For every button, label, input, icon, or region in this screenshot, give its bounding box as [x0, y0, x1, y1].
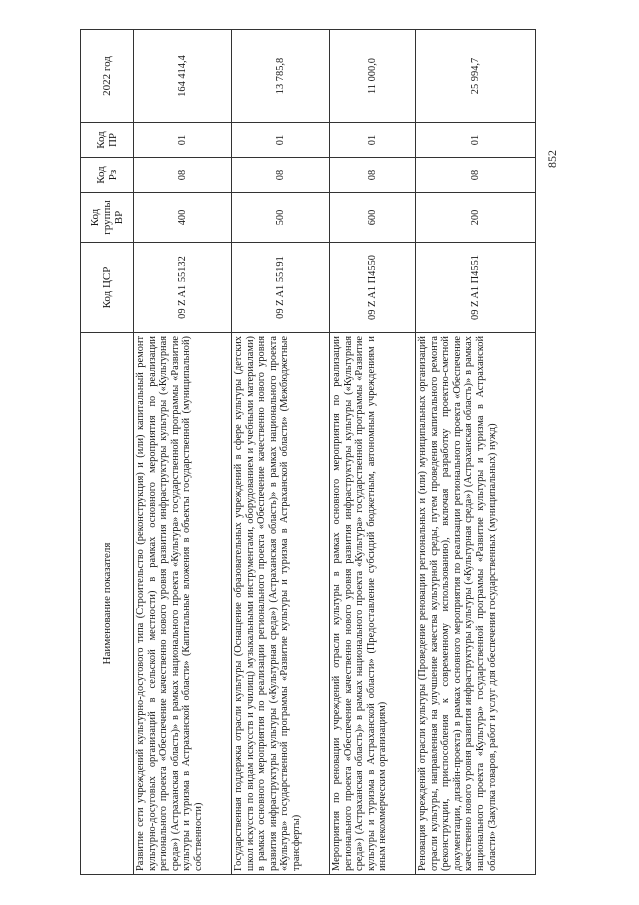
row-csr: 09 Z A1 55191 — [232, 243, 330, 333]
page-number: 852 — [545, 150, 559, 168]
table-row — [330, 30, 416, 875]
row-csr: 09 Z A1 П4550 — [330, 243, 416, 333]
row-rz: 08 — [416, 158, 536, 193]
table-row — [416, 30, 536, 875]
row-name: Мероприятия по реновации учреждений отрасли культуры в рамках основного мероприятия по реализации регионального проекта «Обеспечение качественно нового уровня развития инфраструктуры культуры («Культурная среда») (Астраханская область)» в рамках национального проекта «Культура» государственной программы «Развитие культуры и туризма в Астраханской области» (Предоставление субсидий бюджетным, автономным учреждениям и иным некоммерческим организациям) — [330, 333, 416, 875]
row-vr: 500 — [232, 193, 330, 243]
row-amount: 164 414,4 — [134, 30, 232, 123]
header-rz-code: Код Рз — [81, 158, 134, 193]
header-vr-code: Код группы ВР — [81, 193, 134, 243]
row-csr: 09 Z A1 55132 — [134, 243, 232, 333]
row-vr: 600 — [330, 193, 416, 243]
header-pr-code: Код ПР — [81, 123, 134, 158]
header-row — [81, 30, 134, 875]
row-rz: 08 — [330, 158, 416, 193]
row-vr: 400 — [134, 193, 232, 243]
row-amount: 11 000,0 — [330, 30, 416, 123]
row-rz: 08 — [232, 158, 330, 193]
rotated-page — [80, 30, 600, 875]
budget-table — [80, 29, 536, 875]
header-year-2022: 2022 год — [81, 30, 134, 123]
row-rz: 08 — [134, 158, 232, 193]
row-name: Развитие сети учреждений культурно-досугового типа (Строительство (реконструкция) и (или) капитальный ремонт культурно-досуговых организаций в сельской местности) в рамках основного мероприятия по реализации регионального проекта «Обеспечение качественно нового уровня развития инфраструктуры культуры («Культурная среда») (Астраханская область)» в рамках национального проекта «Культура» государственной программы «Развитие культуры и туризма в Астраханской области» (Капитальные вложения в объекты государственной (муниципальной) собственности) — [134, 333, 232, 875]
table-row — [134, 30, 232, 875]
row-csr: 09 Z A1 П4551 — [416, 243, 536, 333]
row-pr: 01 — [134, 123, 232, 158]
row-amount: 13 785,8 — [232, 30, 330, 123]
header-indicator-name: Наименование показателя — [81, 333, 134, 875]
row-pr: 01 — [330, 123, 416, 158]
row-amount: 25 994,7 — [416, 30, 536, 123]
row-pr: 01 — [232, 123, 330, 158]
row-pr: 01 — [416, 123, 536, 158]
header-csr-code: Код ЦСР — [81, 243, 134, 333]
row-vr: 200 — [416, 193, 536, 243]
row-name: Реновация учреждений отрасли культуры (Проведение реновации региональных и (или) муниципальных организаций отрасли культуры, направленная на улучшение качества культурной среды, путем проведения капитального ремонта (реконструкции, приспособления к современному использованию), включая разработку проектно-сметной документации, дизайн-проекта) в рамках основного мероприятия по реализации регионального проекта «Обеспечение качественно нового уровня развития инфраструктуры культуры («Культурная среда») (Астраханская область)» в рамках национального проекта «Культура» государственной программы «Развитие культуры и туризма в Астраханской области» (Закупка товаров, работ и услуг для обеспечения государственных (муниципальных) нужд) — [416, 333, 536, 875]
table-row — [232, 30, 330, 875]
row-name: Государственная поддержка отрасли культуры (Оснащение образовательных учреждений в сфере культуры (детских школ искусств по видам искусств и училищ) музыкальными инструментами, оборудованием и учебными материалами) в рамках основного мероприятия по реализации регионального проекта «Обеспечение качественно нового уровня развития инфраструктуры культуры («Культурная среда») (Астраханская область)» в рамках национального проекта «Культура» государственной программы «Развитие культуры и туризма в Астраханской области» (Межбюджетные трансферты) — [232, 333, 330, 875]
